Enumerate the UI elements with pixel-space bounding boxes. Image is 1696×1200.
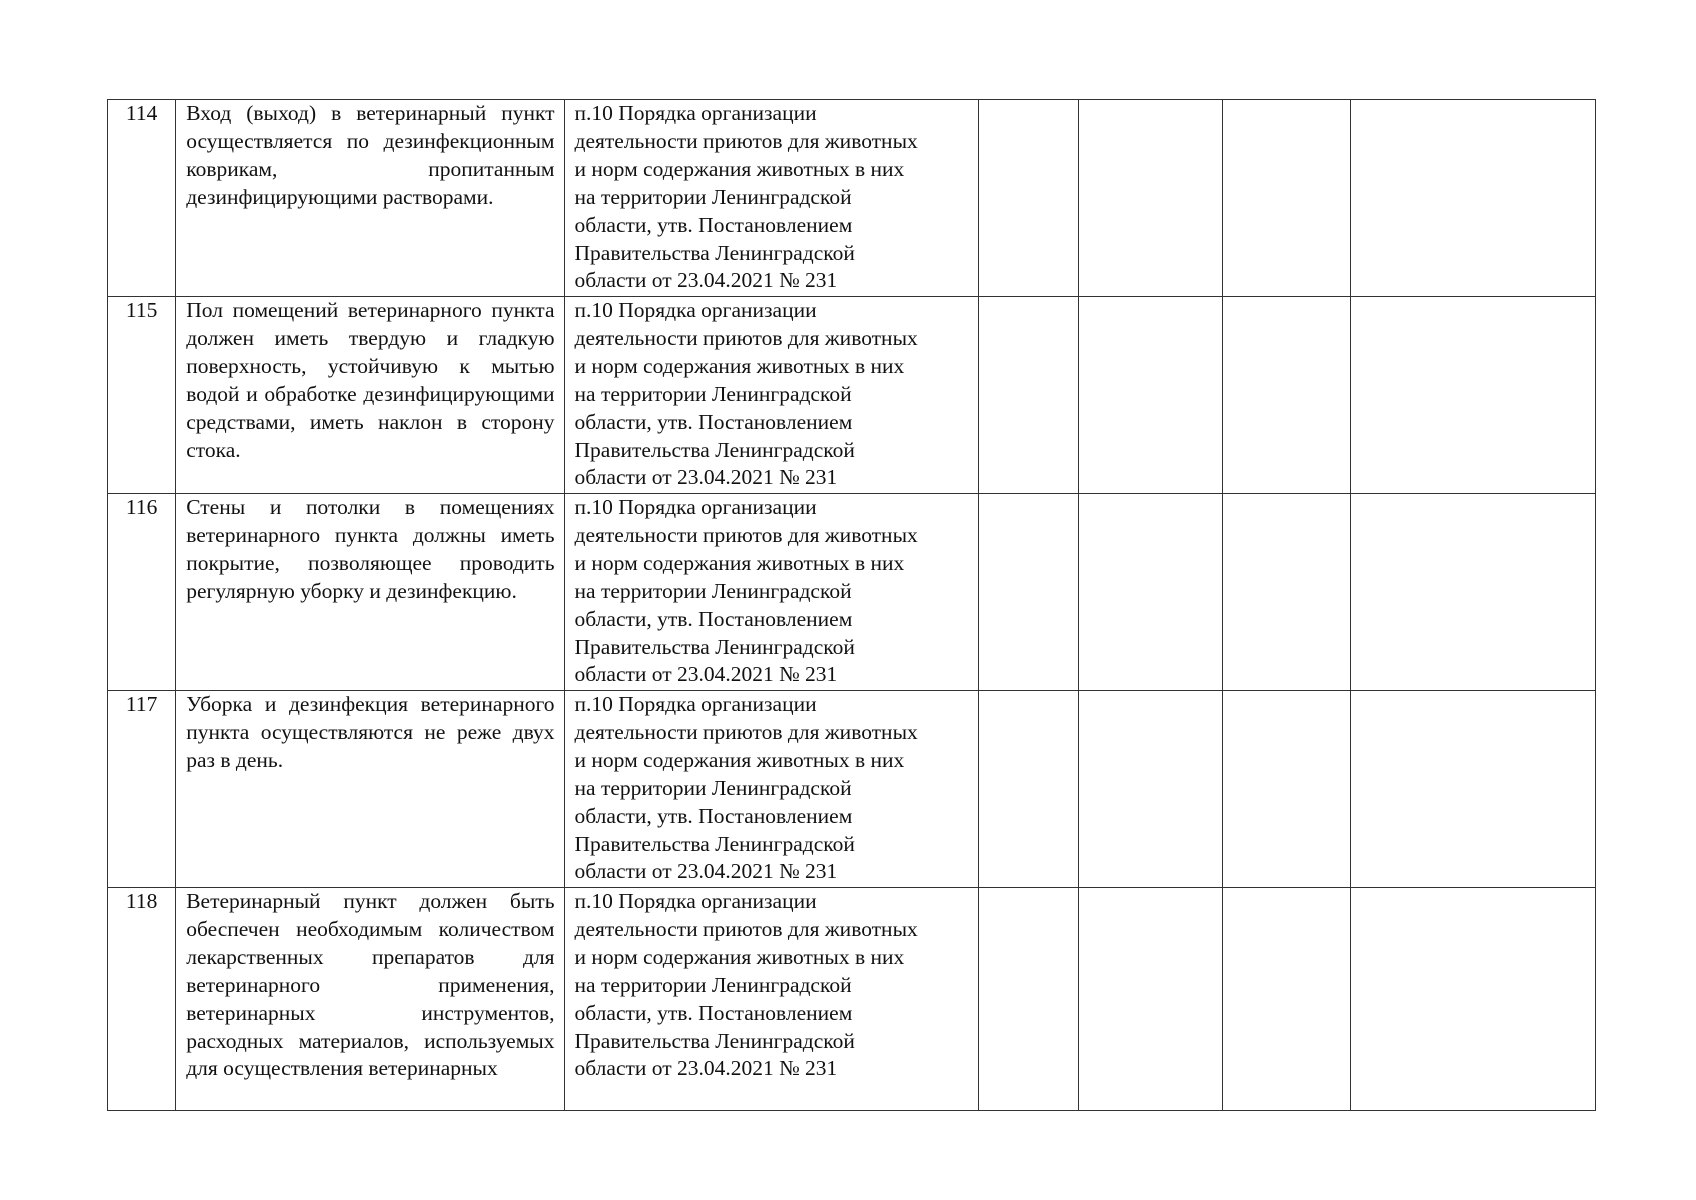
empty-cell xyxy=(1222,494,1350,691)
legal-reference-cell xyxy=(564,888,978,1111)
legal-reference-cell xyxy=(564,100,978,297)
requirement-cell xyxy=(176,888,564,1111)
requirement-text: Ветеринарный пункт должен быть обеспечен необходимым количеством лекарственных препаратов для ветеринарного применения, ветеринарных инструментов, расходных материалов, используемых для осуществления ветеринарных xyxy=(186,889,555,1081)
legal-reference-cell xyxy=(564,494,978,691)
empty-cell xyxy=(1351,691,1596,888)
table-row xyxy=(108,100,1596,297)
empty-cell xyxy=(1079,691,1222,888)
legal-reference-text: п.10 Порядка организации деятельности приютов для животных и норм содержания животных в них на территории Ленинградской области, утв. Постановлением Правительства Ленинградской области от 23.04.2021 № 231 xyxy=(574,298,918,490)
row-number-cell xyxy=(108,494,176,691)
row-number: 117 xyxy=(125,692,158,716)
requirement-cell xyxy=(176,100,564,297)
row-number: 116 xyxy=(125,495,158,519)
empty-cell xyxy=(1222,100,1350,297)
row-number-cell xyxy=(108,691,176,888)
empty-cell xyxy=(1079,494,1222,691)
empty-cell xyxy=(1351,494,1596,691)
row-number-cell xyxy=(108,297,176,494)
requirement-cell xyxy=(176,494,564,691)
empty-cell xyxy=(1079,297,1222,494)
empty-cell xyxy=(1222,691,1350,888)
legal-reference-text: п.10 Порядка организации деятельности приютов для животных и норм содержания животных в них на территории Ленинградской области, утв. Постановлением Правительства Ленинградской области от 23.04.2021 № 231 xyxy=(574,495,918,687)
legal-reference-text: п.10 Порядка организации деятельности приютов для животных и норм содержания животных в них на территории Ленинградской области, утв. Постановлением Правительства Ленинградской области от 23.04.2021 № 231 xyxy=(574,692,918,884)
empty-cell xyxy=(978,100,1078,297)
table-row xyxy=(108,494,1596,691)
empty-cell xyxy=(1079,888,1222,1111)
legal-reference-cell xyxy=(564,297,978,494)
legal-reference-text: п.10 Порядка организации деятельности приютов для животных и норм содержания животных в них на территории Ленинградской области, утв. Постановлением Правительства Ленинградской области от 23.04.2021 № 231 xyxy=(574,101,918,293)
legal-reference-cell xyxy=(564,691,978,888)
requirement-text: Пол помещений ветеринарного пункта должен иметь твердую и гладкую поверхность, устойчивую к мытью водой и обработке дезинфицирующими средствами, иметь наклон в сторону стока. xyxy=(186,298,555,462)
requirement-cell xyxy=(176,297,564,494)
row-number: 114 xyxy=(125,101,158,125)
checklist-table xyxy=(107,99,1596,1111)
empty-cell xyxy=(1222,297,1350,494)
empty-cell xyxy=(978,888,1078,1111)
table-row xyxy=(108,691,1596,888)
table-row xyxy=(108,297,1596,494)
requirement-cell xyxy=(176,691,564,888)
requirement-text: Стены и потолки в помещениях ветеринарного пункта должны иметь покрытие, позволяющее проводить регулярную уборку и дезинфекцию. xyxy=(186,495,555,603)
empty-cell xyxy=(978,494,1078,691)
table-row xyxy=(108,888,1596,1111)
legal-reference-text: п.10 Порядка организации деятельности приютов для животных и норм содержания животных в них на территории Ленинградской области, утв. Постановлением Правительства Ленинградской области от 23.04.2021 № 231 xyxy=(574,889,918,1081)
row-number: 118 xyxy=(125,889,158,913)
row-number: 115 xyxy=(125,298,158,322)
empty-cell xyxy=(1079,100,1222,297)
requirement-text: Уборка и дезинфекция ветеринарного пункта осуществляются не реже двух раз в день. xyxy=(186,692,555,772)
row-number-cell xyxy=(108,888,176,1111)
empty-cell xyxy=(978,691,1078,888)
requirement-text: Вход (выход) в ветеринарный пункт осуществляется по дезинфекционным коврикам, пропитанным дезинфицирующими растворами. xyxy=(186,101,555,209)
empty-cell xyxy=(978,297,1078,494)
empty-cell xyxy=(1351,888,1596,1111)
empty-cell xyxy=(1222,888,1350,1111)
empty-cell xyxy=(1351,100,1596,297)
empty-cell xyxy=(1351,297,1596,494)
row-number-cell xyxy=(108,100,176,297)
